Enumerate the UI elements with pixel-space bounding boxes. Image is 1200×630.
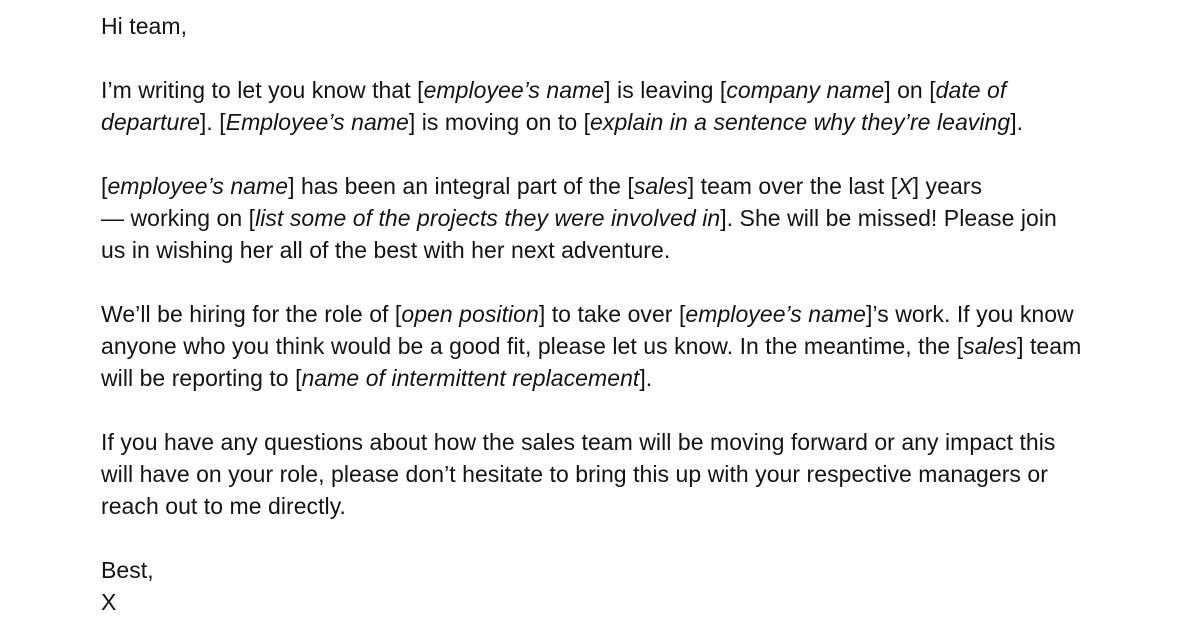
contribution-line-3: us in wishing her all of the best with her next adventure. <box>101 237 671 263</box>
placeholder-employee-name: employee’s name <box>423 77 605 103</box>
placeholder-intermittent-replacement: name of intermittent replacement <box>301 365 640 391</box>
signoff <box>101 554 1161 618</box>
contribution-paragraph <box>101 170 1161 266</box>
placeholder-open-position: open position <box>401 301 539 327</box>
greeting <box>101 10 1161 42</box>
text-segment: ] years <box>912 173 983 199</box>
paragraph-spacer <box>101 266 1161 298</box>
paragraph-spacer <box>101 42 1161 74</box>
placeholder-team-name: sales <box>633 173 688 199</box>
paragraph-spacer <box>101 394 1161 426</box>
text-segment: We’ll be hiring for the role of [ <box>101 301 402 327</box>
questions-line-2: will have on your role, please don’t hesitate to bring this up with your respective managers or <box>101 461 1048 487</box>
text-segment: ] to take over [ <box>538 301 686 327</box>
announcement-line-2 <box>101 106 1161 138</box>
placeholder-employee-name: employee’s name <box>685 301 867 327</box>
questions-line-3: reach out to me directly. <box>101 493 346 519</box>
signoff-line: Best, <box>101 557 154 583</box>
placeholder-team-name: sales <box>963 333 1018 359</box>
text-segment: will be reporting to [ <box>101 365 302 391</box>
text-segment: ] on [ <box>884 77 936 103</box>
placeholder-date-of-departure-cont: departure <box>101 109 200 135</box>
text-segment: ] is leaving [ <box>604 77 727 103</box>
text-segment: ]. <box>639 365 653 391</box>
paragraph-spacer <box>101 138 1161 170</box>
text-segment: ] has been an integral part of the [ <box>288 173 634 199</box>
hiring-line-3 <box>101 362 1161 394</box>
text-segment: ] team over the last [ <box>687 173 898 199</box>
questions-line-1: If you have any questions about how the sales team will be moving forward or any impact this <box>101 429 1056 455</box>
text-segment: ] team <box>1017 333 1082 359</box>
text-segment: ]. [ <box>199 109 226 135</box>
questions-paragraph <box>101 426 1161 522</box>
hiring-line-2 <box>101 330 1161 362</box>
paragraph-spacer <box>101 522 1161 554</box>
text-segment: ]’s work. If you know <box>866 301 1074 327</box>
announcement-paragraph <box>101 74 1161 138</box>
text-segment: — working on [ <box>101 205 256 231</box>
placeholder-employee-name: employee’s name <box>107 173 289 199</box>
text-segment: anyone who you think would be a good fit, please let us know. In the meantime, the [ <box>101 333 964 359</box>
text-segment: I’m writing to let you know that [ <box>101 77 424 103</box>
placeholder-date-of-departure: date of <box>935 77 1007 103</box>
contribution-line-2 <box>101 202 1161 234</box>
hiring-line-1 <box>101 298 1161 330</box>
email-template-body <box>101 10 1161 618</box>
text-segment: [ <box>101 173 108 199</box>
placeholder-projects: list some of the projects they were involved in <box>255 205 721 231</box>
contribution-line-1 <box>101 170 1161 202</box>
placeholder-employee-name: Employee’s name <box>225 109 409 135</box>
signature: X <box>101 589 117 615</box>
placeholder-company-name: company name <box>726 77 885 103</box>
placeholder-years: X <box>897 173 913 199</box>
announcement-line-1 <box>101 74 1161 106</box>
text-segment: ]. She will be missed! Please join <box>720 205 1057 231</box>
text-segment: ] is moving on to [ <box>408 109 591 135</box>
placeholder-reason-for-leaving: explain in a sentence why they’re leaving <box>590 109 1011 135</box>
greeting-line: Hi team, <box>101 13 188 39</box>
text-segment: ]. <box>1010 109 1024 135</box>
hiring-paragraph <box>101 298 1161 394</box>
